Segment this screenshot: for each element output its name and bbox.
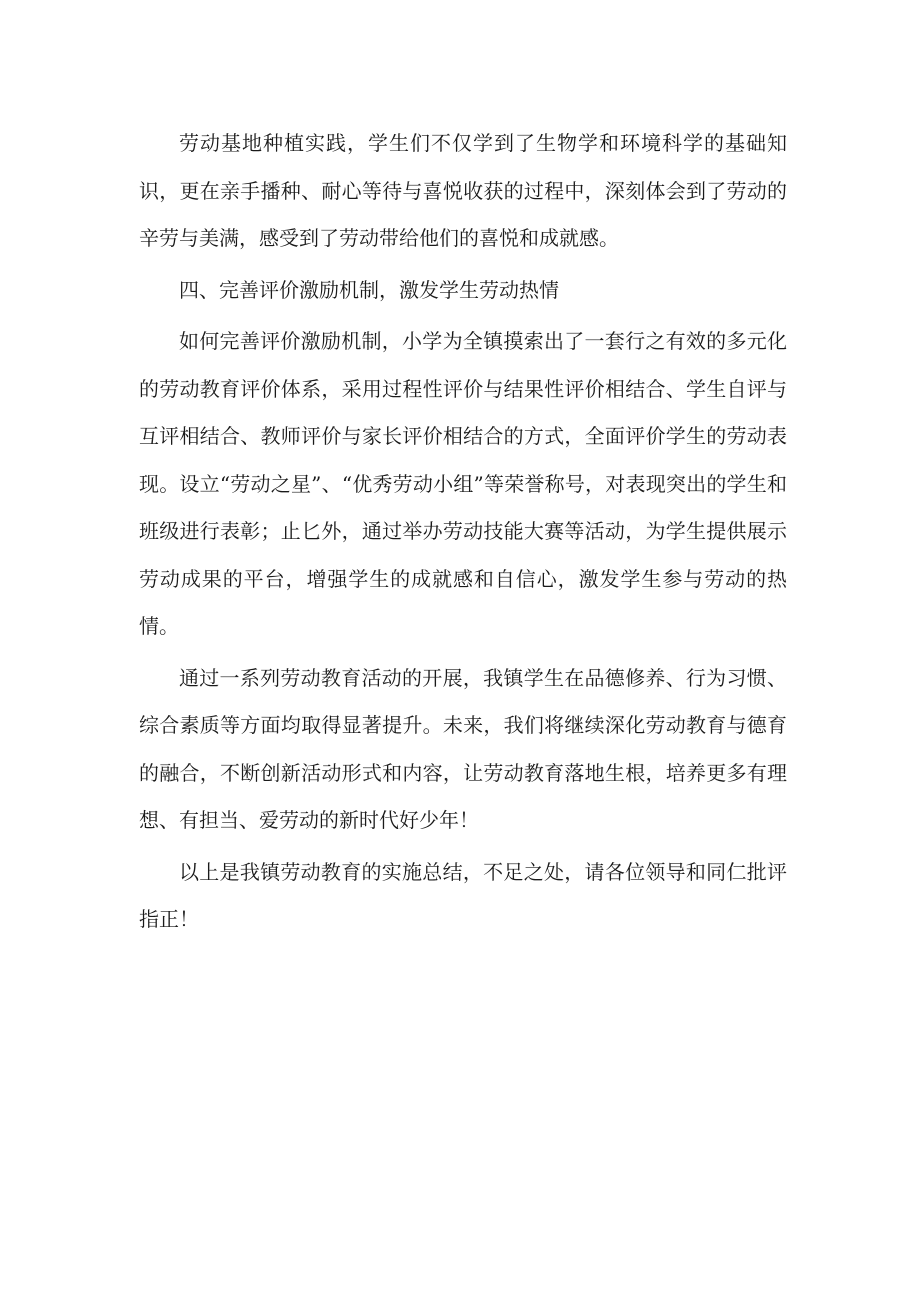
paragraph-outcomes: 通过一系列劳动教育活动的开展，我镇学生在品德修养、行为习惯、综合素质等方面均取得显著提升。未来，我们将继续深化劳动教育与德育的融合，不断创新活动形式和内容，让劳动教育落地生根，培养更多有理想、有担当、爱劳动的新时代好少年！: [139, 665, 787, 832]
section-heading-evaluation: 四、完善评价激励机制，激发学生劳动热情: [179, 277, 559, 302]
paragraph-planting-practice: 劳动基地种植实践，学生们不仅学到了生物学和环境科学的基础知识，更在亲手播种、耐心等待与喜悦收获的过程中，深刻体会到了劳动的辛劳与美满，感受到了劳动带给他们的喜悦和成就感。: [139, 131, 787, 250]
document-body: [139, 120, 787, 944]
paragraph-closing: 以上是我镇劳动教育的实施总结，不足之处，请各位领导和同仁批评指正！: [139, 859, 787, 931]
paragraph-evaluation-system: 如何完善评价激励机制，小学为全镇摸索出了一套行之有效的多元化的劳动教育评价体系，采用过程性评价与结果性评价相结合、学生自评与互评相结合、教师评价与家长评价相结合的方式，全面评价学生的劳动表现。设立“劳动之星”、“优秀劳动小组”等荣誉称号，对表现突出的学生和班级进行表彰；止匕外，通过举办劳动技能大赛等活动，为学生提供展示劳动成果的平台，增强学生的成就感和自信心，激发学生参与劳动的热情。: [139, 329, 787, 638]
